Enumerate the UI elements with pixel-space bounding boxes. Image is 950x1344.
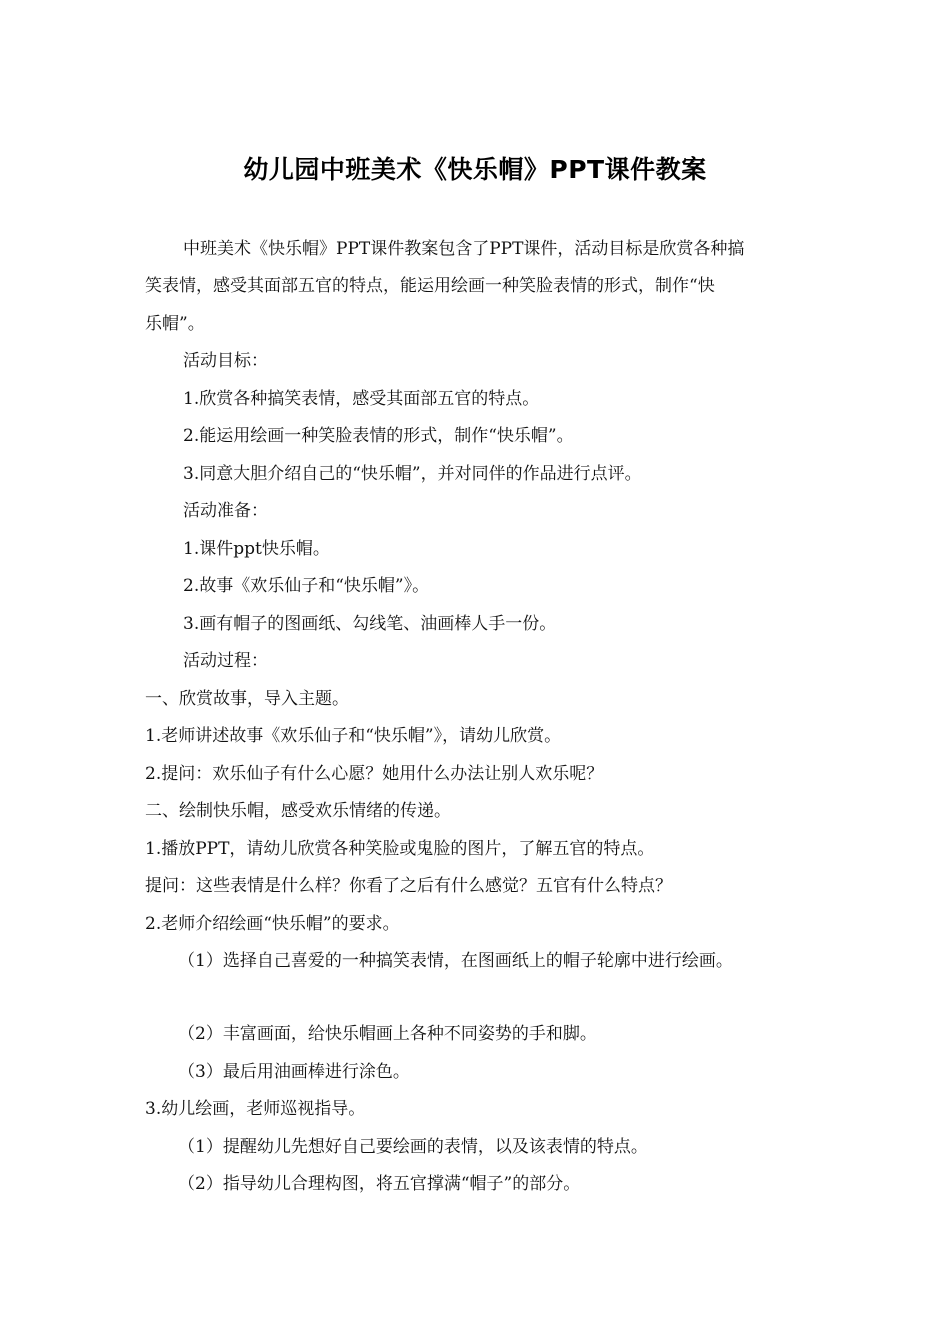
part2-step1: 1.播放PPT，请幼儿欣赏各种笑脸或鬼脸的图片，了解五官的特点。 [145,839,655,859]
intro-line-2: 笑表情，感受其面部五官的特点，能运用绘画一种笑脸表情的形式，制作“快 [145,276,715,296]
prep-item: 3.画有帽子的图画纸、勾线笔、油画棒人手一份。 [183,614,557,634]
requirement-item: （1）选择自己喜爱的一种搞笑表情，在图画纸上的帽子轮廓中进行绘画。 [178,951,733,971]
part2-step2: 2.老师介绍绘画“快乐帽”的要求。 [145,914,400,934]
prep-item: 1.课件ppt快乐帽。 [183,539,330,559]
document-title: 幼儿园中班美术《快乐帽》PPT课件教案 [243,155,707,184]
guide-item: （2）指导幼儿合理构图，将五官撑满“帽子”的部分。 [178,1174,581,1194]
requirement-item: （2）丰富画面，给快乐帽画上各种不同姿势的手和脚。 [178,1024,597,1044]
guide-item: （1）提醒幼儿先想好自己要绘画的表情，以及该表情的特点。 [178,1137,648,1157]
intro-line-3: 乐帽”。 [145,314,205,334]
requirement-item: （3）最后用油画棒进行涂色。 [178,1062,410,1082]
part1-heading: 一、欣赏故事，导入主题。 [145,689,349,709]
part2-question: 提问：这些表情是什么样？你看了之后有什么感觉？五官有什么特点？ [145,876,672,896]
part2-heading: 二、绘制快乐帽，感受欢乐情绪的传递。 [145,801,451,821]
intro-line-1: 中班美术《快乐帽》PPT课件教案包含了PPT课件，活动目标是欣赏各种搞 [183,239,745,259]
part1-item: 2.提问：欢乐仙子有什么心愿？她用什么办法让别人欢乐呢？ [145,764,604,784]
part1-item: 1.老师讲述故事《欢乐仙子和“快乐帽”》，请幼儿欣赏。 [145,726,562,746]
goal-item: 2.能运用绘画一种笑脸表情的形式，制作“快乐帽”。 [183,426,574,446]
prep-item: 2.故事《欢乐仙子和“快乐帽”》。 [183,576,430,596]
part2-step3: 3.幼儿绘画，老师巡视指导。 [145,1099,366,1119]
goal-item: 3.同意大胆介绍自己的“快乐帽”，并对同伴的作品进行点评。 [183,464,642,484]
process-heading: 活动过程： [183,651,268,671]
goal-item: 1.欣赏各种搞笑表情，感受其面部五官的特点。 [183,389,540,409]
prep-heading: 活动准备： [183,501,268,521]
goals-heading: 活动目标： [183,351,268,371]
